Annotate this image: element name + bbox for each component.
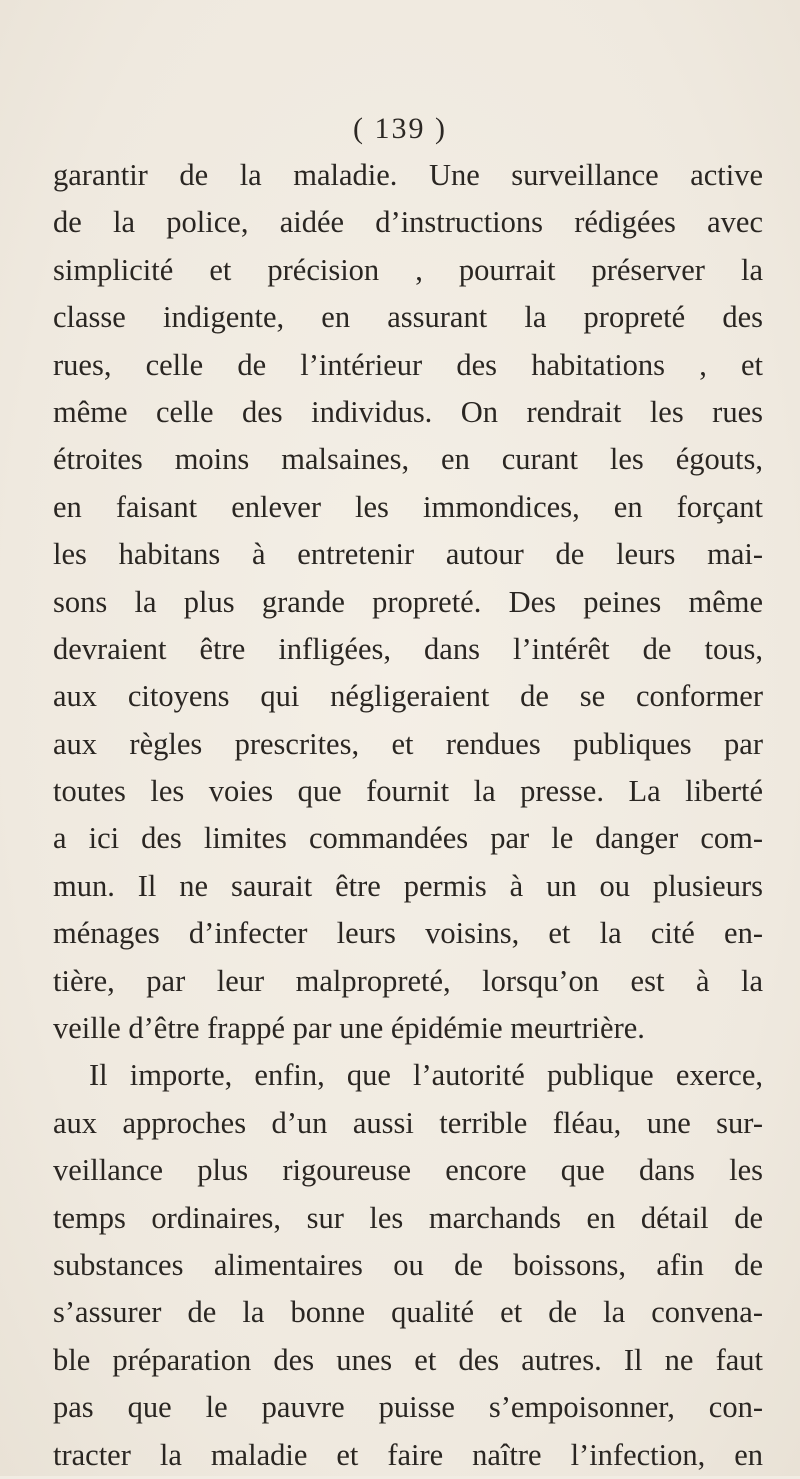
text-line: Il importe, enfin, que l’autorité publique exerce, bbox=[89, 1058, 763, 1093]
text-line: mun. Il ne saurait être permis à un ou plusieurs bbox=[53, 868, 763, 903]
text-line: sons la plus grande propreté. Des peines même bbox=[53, 584, 763, 619]
text-line: aux citoyens qui négligeraient de se conformer bbox=[53, 679, 763, 714]
text-line: veillance plus rigoureuse encore que dans les bbox=[53, 1153, 763, 1188]
text-line: veille d’être frappé par une épidémie meurtrière. bbox=[53, 1011, 645, 1046]
text-line: s’assurer de la bonne qualité et de la convena- bbox=[53, 1295, 763, 1330]
text-line: garantir de la maladie. Une surveillance active bbox=[53, 158, 763, 192]
page-number: ( 139 ) bbox=[353, 112, 447, 145]
text-line: tière, par leur malpropreté, lorsqu’on est à la bbox=[53, 963, 763, 998]
text-line: ble préparation des unes et des autres. Il ne faut bbox=[53, 1342, 763, 1377]
text-line: a ici des limites commandées par le danger com- bbox=[53, 821, 763, 856]
text-line: même celle des individus. On rendrait les rues bbox=[53, 394, 763, 429]
text-line: aux approches d’un aussi terrible fléau, une sur- bbox=[53, 1105, 763, 1140]
text-line: temps ordinaires, sur les marchands en détail de bbox=[53, 1200, 763, 1235]
text-line: les habitans à entretenir autour de leurs mai- bbox=[53, 537, 763, 572]
text-line: tracter la maladie et faire naître l’infection, en bbox=[53, 1437, 763, 1472]
text-line: étroites moins malsaines, en curant les égouts, bbox=[53, 442, 763, 477]
text-line: toutes les voies que fournit la presse. La liberté bbox=[53, 774, 763, 809]
text-line: classe indigente, en assurant la propreté des bbox=[53, 300, 763, 335]
text-line: rues, celle de l’intérieur des habitations , et bbox=[53, 347, 763, 382]
body-text bbox=[53, 152, 763, 1479]
text-line: simplicité et précision , pourrait préserver la bbox=[53, 252, 763, 287]
text-line: devraient être infligées, dans l’intérêt de tous, bbox=[53, 631, 763, 666]
text-line: pas que le pauvre puisse s’empoisonner, con- bbox=[53, 1390, 763, 1425]
text-line: ménages d’infecter leurs voisins, et la cité en- bbox=[53, 916, 763, 951]
text-line: en faisant enlever les immondices, en forçant bbox=[53, 489, 763, 524]
text-line: substances alimentaires ou de boissons, afin de bbox=[53, 1247, 763, 1282]
text-line: de la police, aidée d’instructions rédigées avec bbox=[53, 205, 763, 240]
text-line: aux règles prescrites, et rendues publiques par bbox=[53, 726, 763, 761]
